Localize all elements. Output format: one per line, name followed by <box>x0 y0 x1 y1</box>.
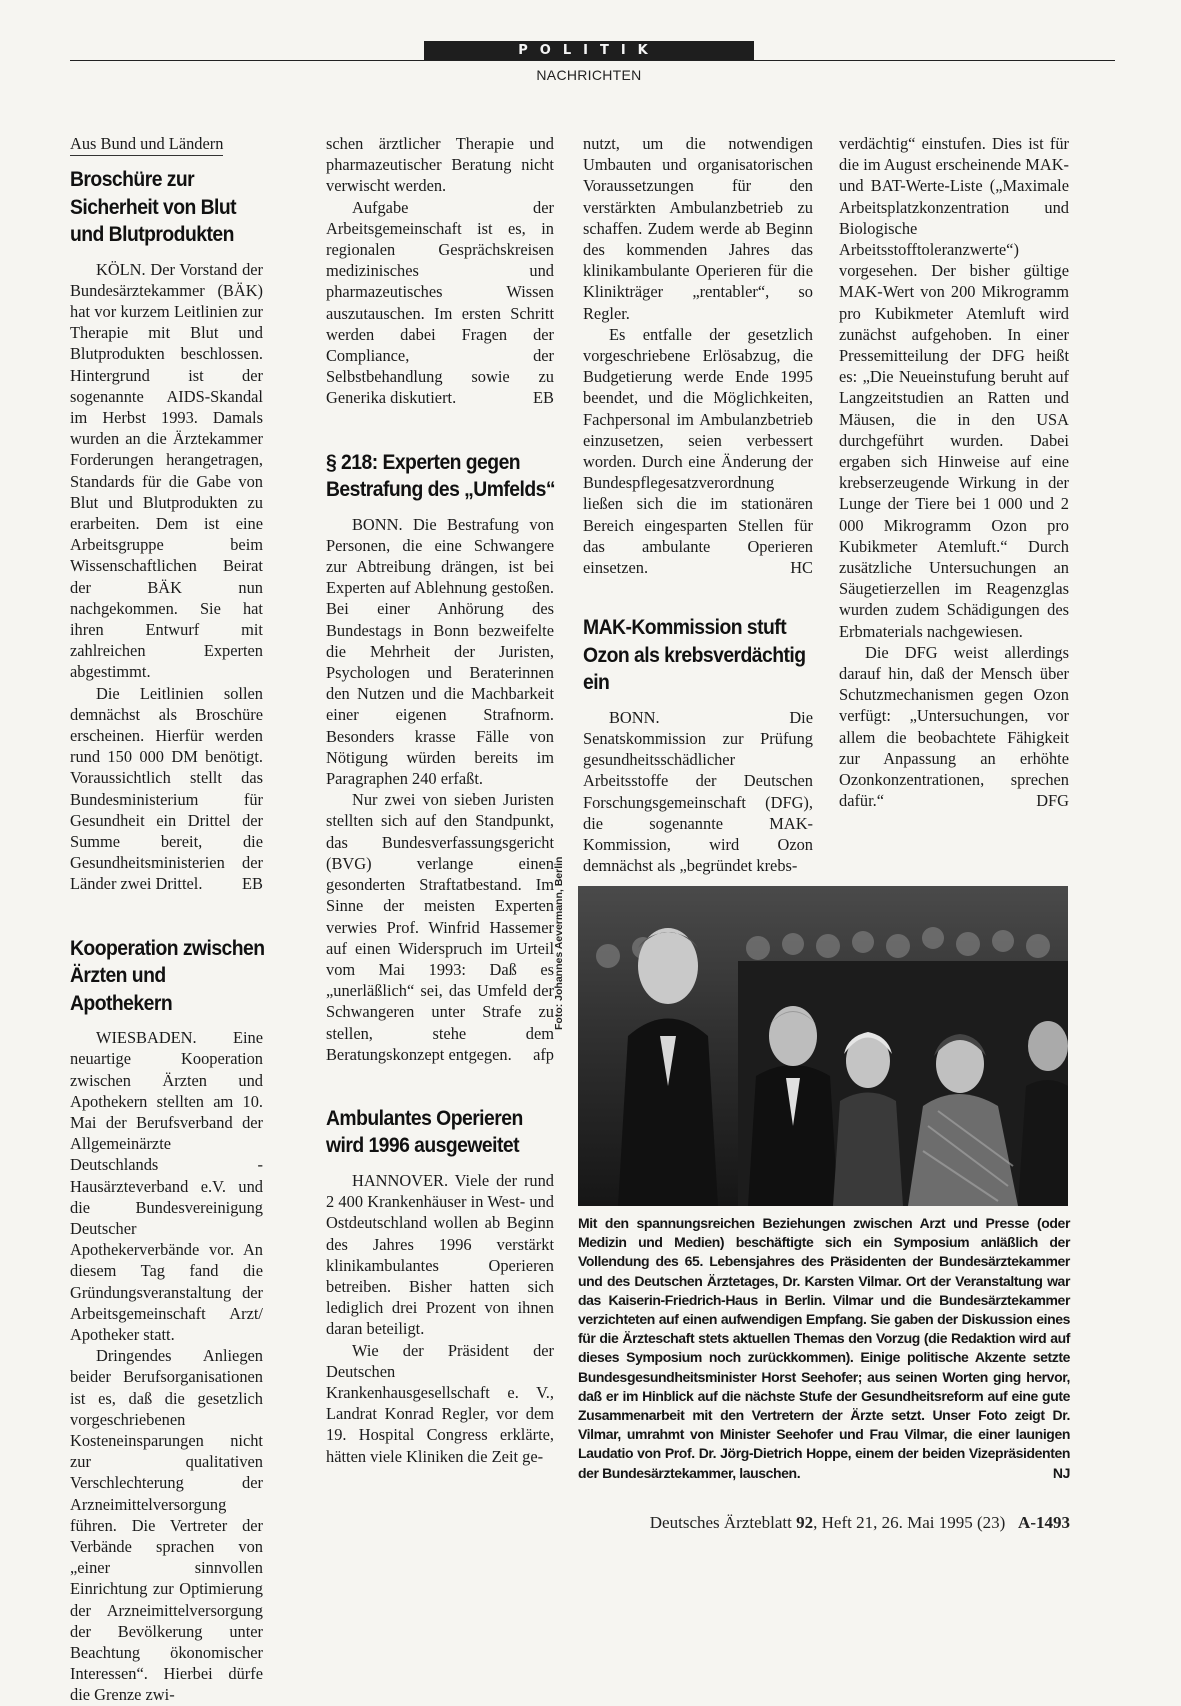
headline-kooperation: Kooperation zwischen Ärzten und Apothekern <box>70 935 265 1015</box>
volume-number: 92 <box>796 1513 814 1532</box>
headline-mak-kommission: MAK-Kommission stuft Ozon als krebsverdächtig ein <box>583 615 806 695</box>
event-photo <box>578 886 1068 1206</box>
author-sig: EB <box>533 388 554 408</box>
headline-broschuere: Broschüre zur Sicherheit von Blut und Blutprodukten <box>70 167 237 246</box>
article-paragraph: HANNOVER. Viele der rund 2 400 Krankenhäuser in West- und Ostdeutschland wollen ab Beginn des Jahres 1996 verstärkt klinikambulantes Operieren betreiben. Bisher hatten sich lediglich drei Prozent von ihnen daran beteiligt. <box>326 1170 554 1339</box>
column-4 <box>839 133 1069 812</box>
article-paragraph: Die Leitlinien sollen demnächst als Broschüre erscheinen. Hierfür werden rund 150 000 DM benötigt. Voraussichtlich stellt das Bundesministerium für Gesundheit ein Drittel der Summe bereit, die Gesundheitsministerien der Länder zwei Drittel. EB <box>70 683 263 894</box>
photo-caption: Mit den spannungsreichen Beziehungen zwischen Arzt und Presse (oder Medizin und Medien) beschäftigte sich ein Symposium anläßlich der Vollendung des 65. Lebensjahres des Präsidenten der Bundesärztekammer und des Deutschen Ärztetages, Dr. Karsten Vilmar. Ort der Veranstaltung war das Kaiserin-Friedrich-Haus in Berlin. Vilmar und die Bundesärztekammer verzichteten auf einen aufwendigen Empfang. Sie gaben der Diskussion eines für die Ärzteschaft stets aktuellen Themas den Vorzug (die Redaktion wird auf dieses Symposium noch zurückkommen). Einige politische Akzente setzte Bundesgesundheitsminister Horst Seehofer; aus seinen Worten ging hervor, daß er im Hinblick auf die nächste Stufe der Gesundheitsreform auf eine gute Zusammenarbeit mit den Vertretern der Ärzte setzt. Unser Foto zeigt Dr. Vilmar, umrahmt von Minister Seehofer und Frau Vilmar, die einer launigen Laudatio von Prof. Dr. Jörg-Dietrich Hoppe, einem der beiden Vizepräsidenten der Bundesärztekammer, lauschen. NJ <box>578 1214 1070 1483</box>
column-3 <box>583 133 813 876</box>
author-sig: NJ <box>1052 1464 1070 1481</box>
section-label: POLITIK <box>424 41 754 60</box>
column-1 <box>70 133 263 1706</box>
page-footer <box>585 1513 1070 1533</box>
author-sig: EB <box>242 874 263 894</box>
article-paragraph: BONN. Die Senatskommission zur Prüfung gesundheitsschädlicher Arbeitsstoffe der Deutschen Forschungsgemeinschaft (DFG), die sogenannte MAK-Kommission, wird Ozon demnächst als „begründet krebs- <box>583 707 813 876</box>
column-2 <box>326 133 554 1467</box>
article-paragraph: WIESBADEN. Eine neuartige Kooperation zwischen Ärzten und Apothekern stellten am 10. Mai der Berufsverband der Allgemeinärzte Deutschlands - Hausärzteverband e.V. und die Bundesvereinigung Deutscher Apothekerverbände vor. An diesem Tag fand die Gründungsveranstaltung der Arbeitsgemeinschaft Arzt/ Apotheker statt. <box>70 1028 263 1344</box>
article-paragraph: Nur zwei von sieben Juristen stellten sich auf den Standpunkt, das Bundesverfassungsgericht (BVG) verlange einen gesonderten Straftatbestand. Im Sinne der meisten Experten verwies Prof. Winfrid Hassemer auf einen Widerspruch im Urteil vom Mai 1993: Daß es „unerläßlich“ sei, das Umfeld der Schwangeren unter Strafe zu stellen, stehe dem Beratungskonzept entgegen. afp <box>326 790 554 1064</box>
issue-info: , Heft 21, 26. Mai 1995 (23) <box>813 1513 1006 1532</box>
article-paragraph: schen ärztlicher Therapie und pharmazeutischer Beratung nicht verwischt werden. <box>326 134 554 196</box>
author-sig: DFG <box>1036 791 1069 811</box>
article-paragraph: verdächtig“ einstufen. Dies ist für die im August erscheinende MAK- und BAT-Werte-Liste („Maximale Arbeitsplatzkonzentration und Biologische Arbeitsstofftoleranzwerte“) vorgesehen. Der bisher gültige MAK-Wert von 200 Mikrogramm pro Kubikmeter Atemluft wird zunächst aufgehoben. In einer Pressemitteilung der DFG heißt es: „Die Neueinstufung beruht auf Langzeitstudien an Ratten und Mäusen, die in den USA durchgeführt wurden. Dabei ergaben sich Hinweise auf eine krebserzeugende Wirkung in der Lunge der Tiere bei 1 000 und 2 000 Mikrogramm Ozon pro Kubikmeter Atemluft.“ Durch zusätzliche Untersuchungen an Säugetierzellen im Reagenzglas wurden zudem Schädigungen des Erbmaterials nachgewiesen. <box>839 134 1069 641</box>
article-paragraph: Wie der Präsident der Deutschen Krankenhausgesellschaft e. V., Landrat Konrad Regler, vor dem 19. Hospital Congress erklärte, hätten viele Kliniken die Zeit ge- <box>326 1340 554 1466</box>
page-number: A-1493 <box>1018 1513 1070 1532</box>
photo-credit: Foto: Johannes Aevermann, Berlin <box>553 856 565 1030</box>
header-rule <box>70 60 1115 61</box>
article-paragraph: nutzt, um die notwendigen Umbauten und organisatorischen Voraussetzungen für den verstärkten Ambulanzbetrieb zu schaffen. Zudem werde ab Beginn des kommenden Jahres das klinikambulante Operieren für die Klinikträger „rentabler“, so Regler. <box>583 134 813 323</box>
article-paragraph: KÖLN. Der Vorstand der Bundesärztekammer (BÄK) hat vor kurzem Leitlinien zur Therapie mit Blut und Blutprodukten beschlossen. Hintergrund ist der sogenannte AIDS-Skandal im Herbst 1993. Damals wurden an die Ärztekammer Forderungen herangetragen, Standards für die Gabe von Blut und Blutprodukten zu erarbeiten. Dem ist eine Arbeitsgruppe beim Wissenschaftlichen Beirat der BÄK nun nachgekommen. Sie hat ihren Entwurf mit zahlreichen Experten abgestimmt. <box>70 259 263 682</box>
author-sig: HC <box>790 558 813 578</box>
headline-paragraph-218: § 218: Experten gegen Bestrafung des „Umfelds“ <box>326 449 555 502</box>
headline-ambulantes-operieren: Ambulantes Operieren wird 1996 ausgeweitet <box>326 1105 523 1158</box>
article-paragraph: Aufgabe der Arbeitsgemeinschaft ist es, in regionalen Gesprächskreisen medizinisches und pharmazeutisches Wissen auszutauschen. Im ersten Schritt werden dabei Fragen der Compliance, der Selbstbehandlung sowie zu Generika diskutiert. EB <box>326 197 554 408</box>
publication-name: Deutsches Ärzteblatt <box>649 1513 792 1532</box>
article-paragraph: BONN. Die Bestrafung von Personen, die eine Schwangere zur Abtreibung drängen, ist bei Experten auf Ablehnung gestoßen. Bei einer Anhörung des Bundestags in Bonn bezweifelte die Mehrheit der Juristen, Psychologen und Beraterinnen den Nutzen und die Machbarkeit einer eigenen Strafnorm. Besonders krasse Fälle von Nötigung würden bereits im Paragraphen 240 erfaßt. <box>326 514 554 789</box>
author-sig: afp <box>533 1044 554 1064</box>
article-paragraph: Dringendes Anliegen beider Berufsorganisationen ist es, daß die gesetzlich vorgeschriebenen Kosteneinsparungen nicht zur qualitativen Verschlechterung der Arzneimittelversorgung führen. Die Vertreter der Verbände sprachen von „einer sinnvollen Einrichtung zur Optimierung der Arzneimittelversorgung der Bevölkerung unter Beachtung ökonomischer Interessen“. Hierbei dürfe die Grenze zwi- <box>70 1346 263 1705</box>
kicker: Aus Bund und Ländern <box>70 134 223 156</box>
subsection-label: NACHRICHTEN <box>536 67 642 83</box>
article-paragraph: Es entfalle der gesetzlich vorgeschriebene Erlösabzug, die Budgetierung werde Ende 1995 beendet, und die Möglichkeiten, Fachpersonal im Ambulanzbetrieb einzusetzen, seien verbessert worden. Durch eine Änderung der Bundespflegesatzverordnung ließen sich die im stationären Bereich eingesparten Stellen für das ambulante Operieren einsetzen. HC <box>583 324 813 578</box>
article-paragraph: Die DFG weist allerdings darauf hin, daß der Mensch über Schutzmechanismen gegen Ozon verfügt: „Untersuchungen, vor allem die beobachtete Fähigkeit zur Anpassung an erhöhte Ozonkonzentrationen, sprechen dafür.“ DFG <box>839 642 1069 811</box>
